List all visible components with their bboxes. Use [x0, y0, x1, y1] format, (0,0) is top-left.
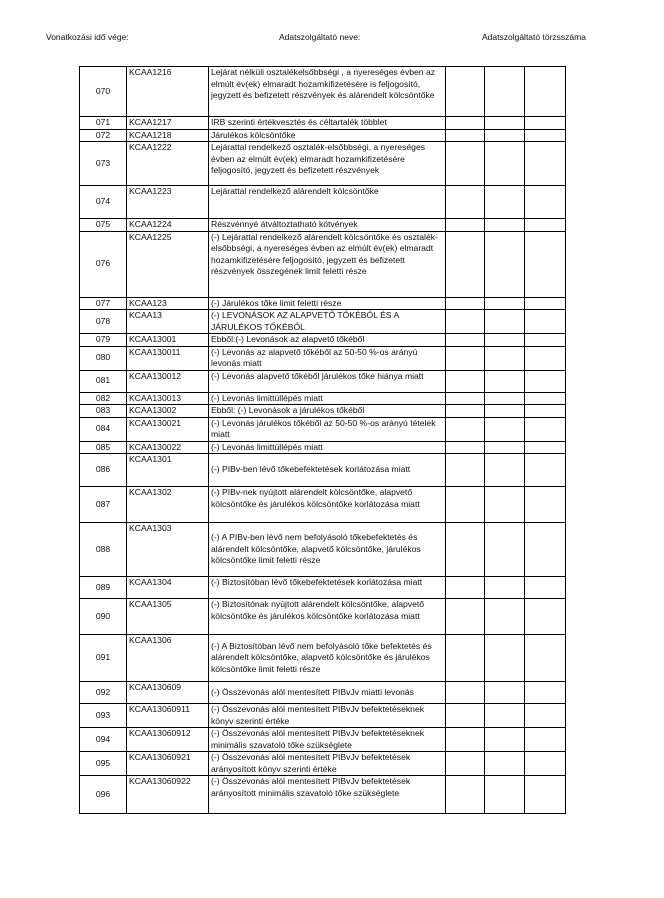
- row-number: 071: [80, 117, 127, 130]
- row-description: (-) A PIBv-ben lévő nem befolyásoló tőkebefektetés és alárendelt kölcsöntőke, alapvető kölcsöntőke, járulékos kölcsöntőke limit feletti része: [209, 523, 446, 577]
- row-description: (-) LEVONÁSOK AZ ALAPVETŐ TŐKÉBŐL ÉS A JÁRULÉKOS TŐKÉBŐL: [209, 310, 446, 334]
- table-row: [80, 487, 566, 523]
- table-row: [80, 346, 566, 370]
- value-cell[interactable]: [525, 635, 566, 682]
- value-cell[interactable]: [525, 704, 566, 728]
- value-cell[interactable]: [446, 231, 485, 297]
- row-number: 084: [80, 417, 127, 441]
- value-cell[interactable]: [525, 117, 566, 130]
- row-description: (-) Összevonás alól mentesített PIBvJv befektetések arányosított minimális szavatoló tőke szükséglete: [209, 776, 446, 814]
- table-row: [80, 67, 566, 117]
- table-row: [80, 577, 566, 599]
- value-cell[interactable]: [485, 142, 525, 186]
- row-code: KCAA1218: [127, 129, 209, 142]
- header-provider-id-label: Adatszolgáltató törzsszáma: [482, 32, 586, 42]
- value-cell[interactable]: [525, 392, 566, 405]
- row-number: 092: [80, 682, 127, 704]
- table-row: [80, 752, 566, 776]
- table-row: [80, 334, 566, 347]
- row-code: KCAA130011: [127, 346, 209, 370]
- value-cell[interactable]: [525, 346, 566, 370]
- value-cell[interactable]: [525, 231, 566, 297]
- row-description: (-) Biztosítóban lévő tőkebefektetések korlátozása miatt: [209, 577, 446, 599]
- row-number: 081: [80, 370, 127, 392]
- table-row: [80, 310, 566, 334]
- value-cell[interactable]: [485, 728, 525, 752]
- row-description: (-) Járulékos tőke limit feletti része: [209, 297, 446, 310]
- value-cell[interactable]: [525, 577, 566, 599]
- row-description: (-) Levonás alapvető tőkéből járulékos tőke hiánya miatt: [209, 370, 446, 392]
- value-cell[interactable]: [446, 129, 485, 142]
- row-number: 080: [80, 346, 127, 370]
- row-description: (-) Levonás limittúllépés miatt: [209, 441, 446, 454]
- row-number: 076: [80, 231, 127, 297]
- value-cell[interactable]: [525, 334, 566, 347]
- table-row: [80, 704, 566, 728]
- value-cell[interactable]: [485, 776, 525, 814]
- value-cell[interactable]: [446, 297, 485, 310]
- row-code: KCAA123: [127, 297, 209, 310]
- row-code: KCAA1304: [127, 577, 209, 599]
- value-cell[interactable]: [446, 487, 485, 523]
- value-cell[interactable]: [525, 297, 566, 310]
- value-cell[interactable]: [446, 599, 485, 635]
- row-code: KCAA1223: [127, 186, 209, 219]
- value-cell[interactable]: [446, 417, 485, 441]
- row-description: Részvénnyé átváltoztatható kötvények: [209, 219, 446, 232]
- value-cell[interactable]: [525, 129, 566, 142]
- value-cell[interactable]: [446, 405, 485, 418]
- value-cell[interactable]: [485, 441, 525, 454]
- table-row: [80, 635, 566, 682]
- value-cell[interactable]: [485, 370, 525, 392]
- row-description: (-) PIBv-ben lévő tőkebefektetések korlátozása miatt: [209, 454, 446, 487]
- row-code: KCAA1224: [127, 219, 209, 232]
- row-number: 089: [80, 577, 127, 599]
- row-code: KCAA1302: [127, 487, 209, 523]
- row-description: Ebből:(-) Levonások az alapvető tőkéből: [209, 334, 446, 347]
- row-number: 082: [80, 392, 127, 405]
- value-cell[interactable]: [485, 405, 525, 418]
- value-cell[interactable]: [485, 346, 525, 370]
- row-description: (-) Lejárattal rendelkező alárendelt kölcsöntőke és osztalék-elsőbbségi, a nyereséges évben az elmúlt év(ek) elmaradt hozamkifizetésére feljogosító, jegyzett és befizetett részvények összegének limit feletti része: [209, 231, 446, 297]
- row-description: (-) Összevonás alól mentesített PIBvJv miatti levonás: [209, 682, 446, 704]
- row-description: Lejárattal rendelkező alárendelt kölcsöntőke: [209, 186, 446, 219]
- value-cell[interactable]: [485, 682, 525, 704]
- value-cell[interactable]: [485, 752, 525, 776]
- value-cell[interactable]: [485, 129, 525, 142]
- row-number: 078: [80, 310, 127, 334]
- value-cell[interactable]: [485, 704, 525, 728]
- row-description: (-) Levonás az alapvető tőkéből az 50-50 %-os arányú levonás miatt: [209, 346, 446, 370]
- row-description: (-) Biztosítónak nyújtott alárendelt kölcsöntőke, alapvető kölcsöntőke és járulékos kölcsöntőke korlátozása miatt: [209, 599, 446, 635]
- value-cell[interactable]: [446, 728, 485, 752]
- row-number: 074: [80, 186, 127, 219]
- row-number: 094: [80, 728, 127, 752]
- value-cell[interactable]: [525, 523, 566, 577]
- row-description: (-) PIBv-nek nyújtott alárendelt kölcsöntőke, alapvető kölcsöntőke és járulékos kölcsöntőke korlátozása miatt: [209, 487, 446, 523]
- value-cell[interactable]: [525, 599, 566, 635]
- row-number: 086: [80, 454, 127, 487]
- value-cell[interactable]: [485, 186, 525, 219]
- row-code: KCAA1303: [127, 523, 209, 577]
- value-cell[interactable]: [525, 682, 566, 704]
- row-code: KCAA130022: [127, 441, 209, 454]
- table-row: [80, 186, 566, 219]
- row-number: 091: [80, 635, 127, 682]
- row-description: (-) Levonás járulékos tőkéből az 50-50 %-os arányú tételek miatt: [209, 417, 446, 441]
- row-code: KCAA1216: [127, 67, 209, 117]
- row-number: 073: [80, 142, 127, 186]
- value-cell[interactable]: [485, 417, 525, 441]
- value-cell[interactable]: [446, 186, 485, 219]
- header-provider-name-label: Adatszolgáltató neve:: [279, 32, 361, 42]
- row-code: KCAA130609: [127, 682, 209, 704]
- value-cell[interactable]: [485, 599, 525, 635]
- row-description: Lejárat nélküli osztalékelsőbbségi , a nyereséges évben az elmúlt év(ek) elmaradt hozamkifizetésére is feljogosító, jegyzett és befizetett részvények és alárendelt kölcsöntőke: [209, 67, 446, 117]
- table-row: [80, 523, 566, 577]
- row-code: KCAA1301: [127, 454, 209, 487]
- value-cell[interactable]: [525, 441, 566, 454]
- value-cell[interactable]: [485, 523, 525, 577]
- row-number: 088: [80, 523, 127, 577]
- value-cell[interactable]: [485, 392, 525, 405]
- value-cell[interactable]: [446, 67, 485, 117]
- row-number: 090: [80, 599, 127, 635]
- table-row: [80, 417, 566, 441]
- row-code: KCAA1306: [127, 635, 209, 682]
- row-description: (-) A Biztosítóban lévő nem befolyásoló tőke befektetés és alárendelt kölcsöntőke, alapvető kölcsöntőke és járulékos kölcsöntőke limit feletti része: [209, 635, 446, 682]
- value-cell[interactable]: [485, 577, 525, 599]
- row-code: KCAA1225: [127, 231, 209, 297]
- row-code: KCAA13060922: [127, 776, 209, 814]
- row-number: 075: [80, 219, 127, 232]
- value-cell[interactable]: [525, 142, 566, 186]
- row-code: KCAA13002: [127, 405, 209, 418]
- value-cell[interactable]: [525, 728, 566, 752]
- value-cell[interactable]: [446, 117, 485, 130]
- table-row: [80, 728, 566, 752]
- row-number: 096: [80, 776, 127, 814]
- value-cell[interactable]: [446, 454, 485, 487]
- row-number: 085: [80, 441, 127, 454]
- row-number: 083: [80, 405, 127, 418]
- value-cell[interactable]: [446, 441, 485, 454]
- table-row: [80, 129, 566, 142]
- value-cell[interactable]: [525, 405, 566, 418]
- value-cell[interactable]: [446, 577, 485, 599]
- value-cell[interactable]: [446, 310, 485, 334]
- row-description: Lejárattal rendelkező osztalék-elsőbbségi, a nyereséges évben az elmúlt év(ek) elmaradt hozamkifizetésére feljogosító, jegyzett és befizetett részvények: [209, 142, 446, 186]
- row-number: 072: [80, 129, 127, 142]
- row-description: (-) Összevonás alól mentesített PIBvJv befektetéseknek könyv szerinti értéke: [209, 704, 446, 728]
- value-cell[interactable]: [446, 334, 485, 347]
- row-number: 077: [80, 297, 127, 310]
- row-code: KCAA1222: [127, 142, 209, 186]
- table-row: [80, 219, 566, 232]
- value-cell[interactable]: [485, 67, 525, 117]
- value-cell[interactable]: [446, 219, 485, 232]
- value-cell[interactable]: [485, 635, 525, 682]
- row-code: KCAA13001: [127, 334, 209, 347]
- data-table: [79, 66, 566, 814]
- value-cell[interactable]: [485, 310, 525, 334]
- row-code: KCAA130013: [127, 392, 209, 405]
- value-cell[interactable]: [485, 334, 525, 347]
- value-cell[interactable]: [485, 487, 525, 523]
- row-description: Ebből: (-) Levonások a járulékos tőkéből: [209, 405, 446, 418]
- value-cell[interactable]: [525, 67, 566, 117]
- table-row: [80, 142, 566, 186]
- value-cell[interactable]: [446, 523, 485, 577]
- row-code: KCAA130012: [127, 370, 209, 392]
- value-cell[interactable]: [525, 752, 566, 776]
- table-row: [80, 231, 566, 297]
- value-cell[interactable]: [446, 635, 485, 682]
- row-number: 087: [80, 487, 127, 523]
- row-number: 070: [80, 67, 127, 117]
- value-cell[interactable]: [525, 186, 566, 219]
- row-code: KCAA13: [127, 310, 209, 334]
- value-cell[interactable]: [525, 310, 566, 334]
- value-cell[interactable]: [446, 370, 485, 392]
- table-row: [80, 297, 566, 310]
- value-cell[interactable]: [446, 346, 485, 370]
- table-row: [80, 454, 566, 487]
- value-cell[interactable]: [485, 454, 525, 487]
- table-row: [80, 776, 566, 814]
- value-cell[interactable]: [446, 704, 485, 728]
- row-number: 093: [80, 704, 127, 728]
- value-cell[interactable]: [446, 776, 485, 814]
- value-cell[interactable]: [446, 752, 485, 776]
- row-code: KCAA1305: [127, 599, 209, 635]
- value-cell[interactable]: [446, 392, 485, 405]
- value-cell[interactable]: [485, 117, 525, 130]
- value-cell[interactable]: [485, 219, 525, 232]
- table-row: [80, 441, 566, 454]
- row-description: IRB szerinti értékvesztés és céltartalék többlet: [209, 117, 446, 130]
- table-row: [80, 392, 566, 405]
- row-code: KCAA1217: [127, 117, 209, 130]
- row-code: KCAA13060921: [127, 752, 209, 776]
- table-row: [80, 405, 566, 418]
- value-cell[interactable]: [485, 231, 525, 297]
- row-description: (-) Összevonás alól mentesített PIBvJv befektetések arányosított könyv szerinti értéke: [209, 752, 446, 776]
- row-code: KCAA130021: [127, 417, 209, 441]
- value-cell[interactable]: [525, 454, 566, 487]
- value-cell[interactable]: [525, 370, 566, 392]
- table-row: [80, 370, 566, 392]
- row-description: (-) Levonás limittúllépés miatt: [209, 392, 446, 405]
- value-cell[interactable]: [525, 487, 566, 523]
- row-number: 079: [80, 334, 127, 347]
- table-row: [80, 599, 566, 635]
- value-cell[interactable]: [525, 417, 566, 441]
- row-description: Járulékos kölcsöntőke: [209, 129, 446, 142]
- value-cell[interactable]: [446, 682, 485, 704]
- header-period-end-label: Vonatkozási idő vége:: [46, 32, 129, 42]
- row-code: KCAA13060912: [127, 728, 209, 752]
- value-cell[interactable]: [485, 297, 525, 310]
- table-row: [80, 682, 566, 704]
- row-description: (-) Összevonás alól mentesített PIBvJv befektetéseknek minimális szavatoló tőke szükséglete: [209, 728, 446, 752]
- value-cell[interactable]: [446, 142, 485, 186]
- value-cell[interactable]: [525, 219, 566, 232]
- row-code: KCAA13060911: [127, 704, 209, 728]
- value-cell[interactable]: [525, 776, 566, 814]
- table-row: [80, 117, 566, 130]
- row-number: 095: [80, 752, 127, 776]
